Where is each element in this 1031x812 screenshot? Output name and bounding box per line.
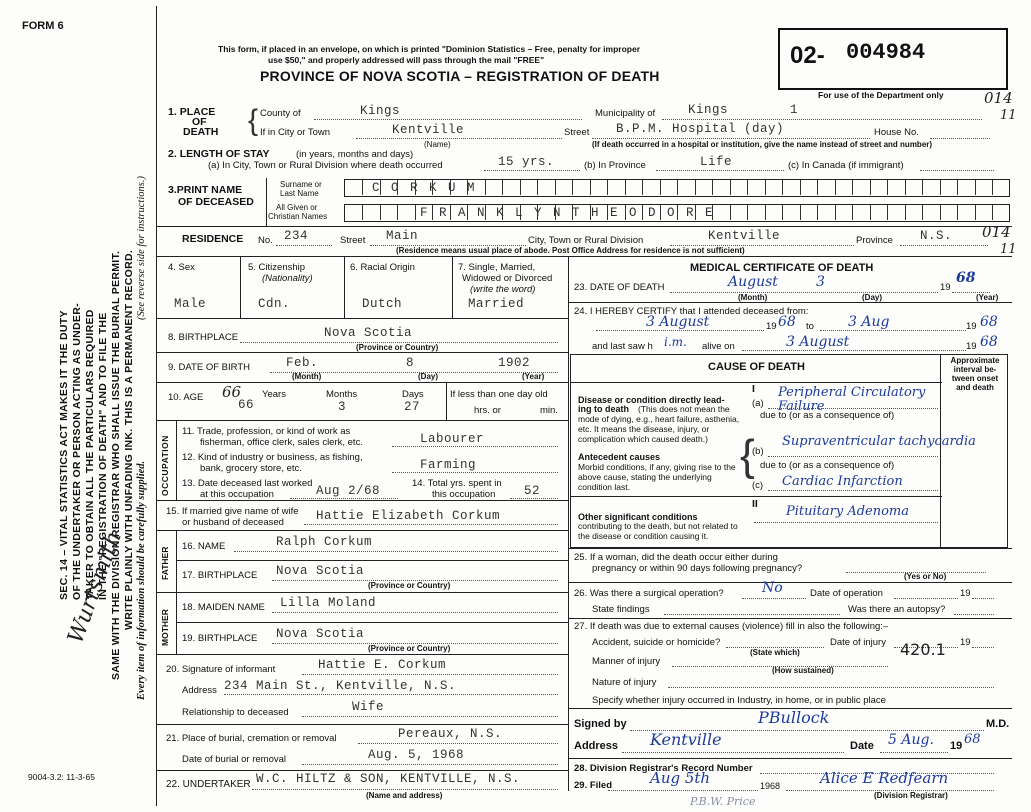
letter-box: [993, 205, 1011, 220]
letter-box: [573, 180, 591, 195]
informant-address-label: Address: [182, 685, 217, 696]
footer-code: 9004-3.2: 11-3-65: [28, 772, 95, 782]
racial-value: Dutch: [362, 297, 403, 311]
q12-value: Farming: [420, 458, 477, 472]
reg-number: 004984: [846, 40, 926, 65]
residence-no-label: No.: [258, 235, 273, 246]
death-year: 68: [956, 270, 976, 286]
letter-box: [678, 180, 696, 195]
cause-b-label: (b): [752, 446, 764, 457]
q25-label-2: pregnancy or within 90 days following pregnancy?: [592, 563, 803, 574]
letter-box: [485, 180, 503, 195]
dob-year: 1902: [498, 356, 531, 370]
antecedent-note: Morbid conditions, if any, giving rise to the above cause, stating the underlying condition last.: [578, 462, 736, 492]
municipality-value: Kings: [688, 103, 729, 117]
occupation-side-label: OCCUPATION: [160, 435, 170, 496]
sidebar-line-4: IN THE "REGISTRATION OF DEATH" AND TO FILE THE: [97, 312, 109, 600]
residence-street-label: Street: [340, 235, 366, 246]
letter-box: [923, 205, 941, 220]
q14-label-2: this occupation: [432, 489, 496, 500]
letter-box: [608, 180, 626, 195]
stay-label: 2. LENGTH OF STAY: [168, 148, 270, 160]
attended-to-19: 19: [966, 321, 977, 332]
interval-label: Approximate interval be- tween onset and death: [950, 356, 1000, 392]
nature-label: Nature of injury: [592, 677, 657, 688]
due-to-label-2: due to (or as a consequence of): [760, 460, 895, 471]
age-days-label: Days: [402, 389, 424, 400]
signature-address-label: Address: [574, 740, 619, 752]
q25-caption: (Yes or No): [904, 572, 947, 581]
alive-19: 19: [966, 341, 977, 352]
sidebar-line-2: OF THE UNDERTAKER OR PERSON ACTING AS UNDER-: [71, 303, 83, 600]
accident-label: Accident, suicide or homicide?: [592, 637, 721, 648]
sidebar-line-3: TAKER TO OBTAIN ALL THE PARTICULARS REQUIRED: [84, 309, 96, 600]
place-label-death: DEATH: [183, 126, 219, 138]
citizenship-label: 5. Citizenship: [248, 262, 306, 273]
letter-box: [818, 205, 836, 220]
dept-code-4: 11: [1000, 242, 1017, 257]
cause-a-label: (a): [752, 398, 764, 409]
attended-to-date: 3 Aug: [848, 314, 890, 330]
letter-box: [923, 180, 941, 195]
q13-label-2: at this occupation: [200, 489, 274, 500]
q27-label: 27. If death was due to external causes (violence) fill in also the following:–: [574, 621, 889, 632]
letter-box: [870, 205, 888, 220]
house-label: House No.: [874, 127, 919, 138]
q29-label: 29. Filed: [574, 780, 613, 791]
letter-box: [940, 205, 958, 220]
direct-cause-label-2: ing to death: [578, 404, 629, 414]
reg-prefix: 02-: [790, 42, 825, 69]
letter-box: [958, 205, 976, 220]
medical-title: MEDICAL CERTIFICATE OF DEATH: [690, 262, 874, 274]
stay-a-label: (a) In City, Town or Rural Division where death occurred: [208, 160, 443, 171]
letter-box: [905, 180, 923, 195]
letter-box: [520, 180, 538, 195]
center-divider: [568, 256, 569, 791]
letter-box: [398, 205, 416, 220]
letter-box: [940, 180, 958, 195]
place-num-label: 1. PLACE: [168, 106, 216, 118]
burial-date-label: Date of burial or removal: [182, 754, 287, 765]
stay-c-underline: [920, 170, 994, 171]
letter-box: [783, 180, 801, 195]
citizenship-value: Cdn.: [258, 297, 291, 311]
father-birthplace-label: 17. BIRTHPLACE: [182, 570, 258, 581]
street-value: B.P.M. Hospital (day): [616, 122, 785, 136]
birthplace-value: Nova Scotia: [324, 326, 413, 340]
place-brace: {: [248, 104, 259, 137]
letter-box: [800, 205, 818, 220]
signed-by-label: Signed by: [574, 718, 627, 730]
direct-cause-note: (This does not mean the mode of dying, e.g., heart failure, asthenia, etc. It means the disease, injury, or complication which caused death.): [578, 404, 740, 444]
injury-year: 19: [960, 637, 971, 648]
death-year-caption: (Year): [976, 293, 999, 302]
sidebar-line-8: Every item of information should be carefully supplied.: [136, 460, 147, 700]
undertaker-label: 22. UNDERTAKER: [166, 779, 251, 790]
last-seen-sex: i.m.: [664, 335, 687, 349]
letter-box: [835, 180, 853, 195]
residence-street-value: Main: [386, 229, 419, 243]
birthplace-label: 8. BIRTHPLACE: [168, 332, 239, 343]
given-value: F R A N K L Y N T H E O D O R E: [420, 206, 715, 220]
other-conditions-value: Pituitary Adenoma: [786, 504, 910, 519]
letter-box: [975, 180, 993, 195]
letter-box: [625, 180, 643, 195]
antecedent-label: Antecedent causes: [578, 452, 661, 462]
q11-label-2: fisherman, office clerk, sales clerk, etc.: [200, 437, 363, 448]
age-years-label: Years: [262, 389, 286, 400]
alive-year: 68: [980, 334, 998, 350]
letter-box: [958, 180, 976, 195]
spouse-value: Hattie Elizabeth Corkum: [316, 509, 501, 523]
residence-label: RESIDENCE: [182, 233, 244, 245]
due-to-label: due to (or as a consequence of): [760, 410, 895, 421]
letter-box: [870, 180, 888, 195]
stay-label-note: (in years, months and days): [296, 149, 414, 160]
letter-box: [975, 205, 993, 220]
classification-code: 420.1: [900, 640, 946, 659]
signature-date: 5 Aug.: [888, 732, 934, 748]
letter-box: [695, 180, 713, 195]
letter-box: [800, 180, 818, 195]
burial-label: 21. Place of burial, cremation or removal: [166, 733, 337, 744]
mother-name-value: Lilla Moland: [280, 596, 377, 610]
given-label-2: Christian Names: [268, 212, 328, 221]
age-days-value: 27: [404, 400, 421, 414]
direct-cause-label: Disease or condition directly lead-: [578, 395, 725, 405]
county-value: Kings: [360, 104, 401, 118]
dob-day-caption: (Day): [418, 372, 439, 381]
age-months-value: 3: [338, 400, 347, 414]
death-year-prefix: 19: [940, 282, 951, 293]
dob-label: 9. DATE OF BIRTH: [168, 362, 250, 373]
md-label: M.D.: [986, 718, 1010, 730]
q24-label: 24. I HEREBY CERTIFY that I attended deceased from:: [574, 306, 809, 317]
cause-c-label: (c): [752, 480, 764, 491]
letter-box: [888, 205, 906, 220]
letter-box: [993, 180, 1011, 195]
q13-value: Aug 2/68: [316, 484, 381, 498]
antecedent-brace: {: [740, 431, 755, 480]
residence-province-value: N.S.: [920, 229, 953, 243]
house-underline: [930, 138, 990, 139]
street-label: Street: [564, 127, 590, 138]
left-frame-line: [156, 6, 157, 806]
q25-label: 25. If a woman, did the death occur either during: [574, 552, 778, 563]
death-day-caption: (Day): [862, 293, 883, 302]
letter-box: [730, 180, 748, 195]
death-month: August: [728, 274, 778, 290]
dept-use-label: For use of the Department only: [818, 90, 944, 100]
cause-b-value: Supraventricular tachycardia: [782, 434, 976, 449]
dept-code-2: 11: [1000, 108, 1017, 123]
cause-c-value: Cardiac Infarction: [782, 474, 903, 489]
letter-box: [853, 180, 871, 195]
q13-label: 13. Date deceased last worked: [182, 478, 313, 489]
registrar-stamp: P.B.W. Price: [690, 795, 756, 808]
burial-date: Aug. 5, 1968: [368, 748, 465, 762]
county-underline: [314, 119, 582, 120]
state-findings-label: State findings: [592, 604, 650, 615]
letter-box: [888, 180, 906, 195]
dob-day: 8: [406, 356, 415, 370]
q11-value: Labourer: [420, 432, 485, 446]
letter-box: [835, 205, 853, 220]
dept-code-1: 014: [984, 89, 1013, 107]
letter-box: [345, 180, 363, 195]
letter-box: [590, 180, 608, 195]
cause-title: CAUSE OF DEATH: [708, 361, 805, 373]
manner-label: Manner of injury: [592, 656, 661, 667]
q12-label: 12. Kind of industry or business, as fishing,: [182, 452, 363, 463]
age-ink-correction: 66: [222, 383, 242, 401]
marital-label-3: (write the word): [470, 284, 536, 295]
city-underline: [356, 138, 562, 139]
alive-on-date: 3 August: [786, 334, 850, 350]
other-conditions-note: contributing to the death, but not related to the disease or condition causing it.: [578, 521, 738, 541]
birthplace-caption: (Province or Country): [356, 343, 439, 352]
letter-box: [765, 180, 783, 195]
letter-box: [748, 205, 766, 220]
alive-on-label: alive on: [702, 341, 735, 352]
sidebar-line-5: SAME WITH THE DIVISION REGISTRAR WHO SHALL ISSUE THE BURIAL PERMIT.: [110, 250, 122, 680]
municipality-label: Municipality of: [595, 108, 656, 119]
mother-birthplace-value: Nova Scotia: [276, 627, 365, 641]
father-name-label: 16. NAME: [182, 541, 226, 552]
informant-address: 234 Main St., Kentville, N.S.: [224, 679, 457, 693]
q11-label: 11. Trade, profession, or kind of work as: [182, 426, 351, 437]
letter-box: [660, 180, 678, 195]
registration-number-box: [778, 28, 1008, 90]
how-sustained-caption: (How sustained): [772, 666, 834, 675]
mother-name-label: 18. MAIDEN NAME: [182, 602, 265, 613]
attended-from-19: 19: [766, 321, 777, 332]
age-hrs-label: hrs. or: [474, 405, 501, 416]
sidebar-line-6: WRITE PLAINLY WITH UNFADING INK. THIS IS A PERMANENT RECORD.: [123, 249, 135, 630]
death-month-caption: (Month): [738, 293, 768, 302]
letter-box: [380, 205, 398, 220]
letter-box: [783, 205, 801, 220]
filed-date: Aug 5th: [650, 769, 711, 787]
q28-label: 28. Division Registrar's Record Number: [574, 763, 753, 774]
q14-value: 52: [524, 484, 541, 498]
sex-label: 4. Sex: [168, 262, 195, 273]
section-ii: II: [752, 498, 758, 510]
attended-from-year: 68: [778, 314, 796, 330]
other-conditions-label: Other significant conditions: [578, 512, 698, 522]
cause-a-value: Peripheral Circulatory Failure: [778, 385, 926, 414]
stay-a-underline: [484, 170, 580, 171]
dob-month: Feb.: [286, 356, 319, 370]
letter-box: [538, 180, 556, 195]
informant-label: 20. Signature of informant: [166, 664, 276, 675]
citizenship-sub: (Nationality): [262, 273, 313, 284]
letter-box: [818, 180, 836, 195]
letter-box: [905, 205, 923, 220]
residence-note: (Residence means usual place of abode. Post Office Address for residence is not sufficient): [396, 246, 745, 255]
stay-a-value: 15 yrs.: [498, 155, 555, 169]
registrar-signature: Alice E Redfearn: [820, 769, 949, 787]
age-years-value: 66: [238, 398, 255, 412]
stay-b-value: Life: [700, 155, 733, 169]
relation-label: Relationship to deceased: [182, 707, 289, 718]
age-months-label: Months: [326, 389, 358, 400]
q26-value: No: [762, 580, 783, 596]
deceased-label-2: OF DECEASED: [178, 196, 254, 208]
registrar-caption: (Division Registrar): [874, 791, 948, 800]
marital-label-2: Widowed or Divorced: [462, 273, 553, 284]
undertaker-value: W.C. HILTZ & SON, KENTVILLE, N.S.: [256, 772, 521, 786]
city-label: If in City or Town: [260, 127, 331, 138]
letter-box: [713, 205, 731, 220]
marital-value: Married: [468, 297, 525, 311]
undertaker-caption: (Name and address): [366, 791, 443, 800]
place-label-of: OF: [192, 116, 207, 128]
surname-value: C O R K U M: [372, 181, 477, 195]
street-underline: [592, 138, 870, 139]
letter-box: [853, 205, 871, 220]
municipality-number: 1: [790, 103, 799, 117]
residence-city-label: City, Town or Rural Division: [528, 235, 644, 246]
letter-box: [555, 180, 573, 195]
letter-box: [643, 180, 661, 195]
burial-place: Pereaux, N.S.: [398, 727, 503, 741]
autopsy-label: Was there an autopsy?: [848, 604, 946, 615]
letter-box: [363, 205, 381, 220]
dept-code-3: 014: [982, 223, 1011, 241]
form-title: PROVINCE OF NOVA SCOTIA – REGISTRATION OF DEATH: [260, 68, 660, 84]
spouse-label-2: or husband of deceased: [182, 517, 284, 528]
deceased-label: 3.PRINT NAME: [168, 184, 243, 196]
q26-label: 26. Was there a surgical operation?: [574, 588, 724, 599]
signature-year: 68: [964, 732, 981, 747]
attended-to-label: to: [806, 321, 814, 332]
given-label: All Given or: [276, 203, 318, 212]
q12-label-2: bank, grocery store, etc.: [200, 463, 302, 474]
letter-box: [345, 205, 363, 220]
attended-from-date: 3 August: [646, 314, 710, 330]
mother-birthplace-caption: (Province or Country): [368, 644, 451, 653]
section-i: I: [752, 383, 755, 395]
father-birthplace-caption: (Province or Country): [368, 581, 451, 590]
father-side-label: FATHER: [160, 546, 170, 580]
sex-value: Male: [174, 297, 207, 311]
age-label: 10. AGE: [168, 392, 204, 403]
death-day: 3: [816, 274, 825, 290]
specify-label: Specify whether injury occurred in Industry, in home, or in public place: [592, 695, 886, 706]
stay-b-underline: [656, 170, 784, 171]
margin-signature: Wurtsmith: [63, 527, 127, 647]
surname-label: Surname or: [280, 180, 322, 189]
spouse-label: 15. If married give name of wife: [166, 506, 299, 517]
letter-box: [765, 205, 783, 220]
dob-year-caption: (Year): [522, 372, 545, 381]
hospital-note: (If death occurred in a hospital or institution, give the name instead of street and number): [592, 140, 933, 149]
city-caption: (Name): [424, 140, 451, 149]
age-lt-label: If less than one day old: [450, 389, 548, 400]
age-min-label: min.: [540, 405, 558, 416]
city-value: Kentville: [392, 123, 465, 137]
residence-province-label: Province: [856, 235, 893, 246]
stay-b-label: (b) In Province: [584, 160, 646, 171]
sidebar-line-1: SEC. 14 – VITAL STATISTICS ACT MAKES IT THE DUTY: [58, 310, 70, 600]
q14-label: 14. Total yrs. spent in: [412, 478, 502, 489]
physician-signature: PBullock: [758, 708, 830, 727]
mother-birthplace-label: 19. BIRTHPLACE: [182, 633, 258, 644]
municipality-underline: [662, 119, 982, 120]
state-which-caption: (State which): [750, 648, 800, 657]
letter-box: [503, 180, 521, 195]
sidebar-line-7: (See reverse side for instructions.): [136, 176, 147, 320]
letter-box: [713, 180, 731, 195]
letter-box: [730, 205, 748, 220]
father-name-value: Ralph Corkum: [276, 535, 373, 549]
injury-date-label: Date of injury: [830, 637, 886, 648]
surname-label-2: Last Name: [280, 189, 319, 198]
dob-month-caption: (Month): [292, 372, 322, 381]
last-seen-label: and last saw h: [592, 341, 653, 352]
q23-label: 23. DATE OF DEATH: [574, 282, 665, 293]
letter-box: [748, 180, 766, 195]
q26-year: 19: [960, 588, 971, 599]
header-note-1: This form, if placed in an envelope, on which is printed "Dominion Statistics – Free, penalty for improper: [218, 44, 641, 54]
attended-to-year: 68: [980, 314, 998, 330]
q26-date-label: Date of operation: [810, 588, 883, 599]
marital-label: 7. Single, Married,: [458, 262, 536, 273]
racial-label: 6. Racial Origin: [350, 262, 415, 273]
header-note-2: use $50," and properly addressed will pass through the mail "FREE": [268, 55, 545, 65]
residence-city-value: Kentville: [708, 229, 781, 243]
stay-c-label: (c) In Canada (if immigrant): [788, 160, 904, 171]
signature-address: Kentville: [650, 730, 722, 749]
signature-date-label: Date: [850, 740, 874, 752]
father-birthplace-value: Nova Scotia: [276, 564, 365, 578]
form-number: FORM 6: [22, 20, 64, 32]
informant-signature: Hattie E. Corkum: [318, 658, 447, 672]
filed-year: 1968: [760, 781, 781, 791]
signature-year-prefix: 19: [950, 740, 963, 752]
relation-value: Wife: [352, 700, 385, 714]
mother-side-label: MOTHER: [160, 609, 170, 646]
county-label: County of: [260, 108, 301, 119]
residence-no-value: 234: [284, 229, 309, 243]
